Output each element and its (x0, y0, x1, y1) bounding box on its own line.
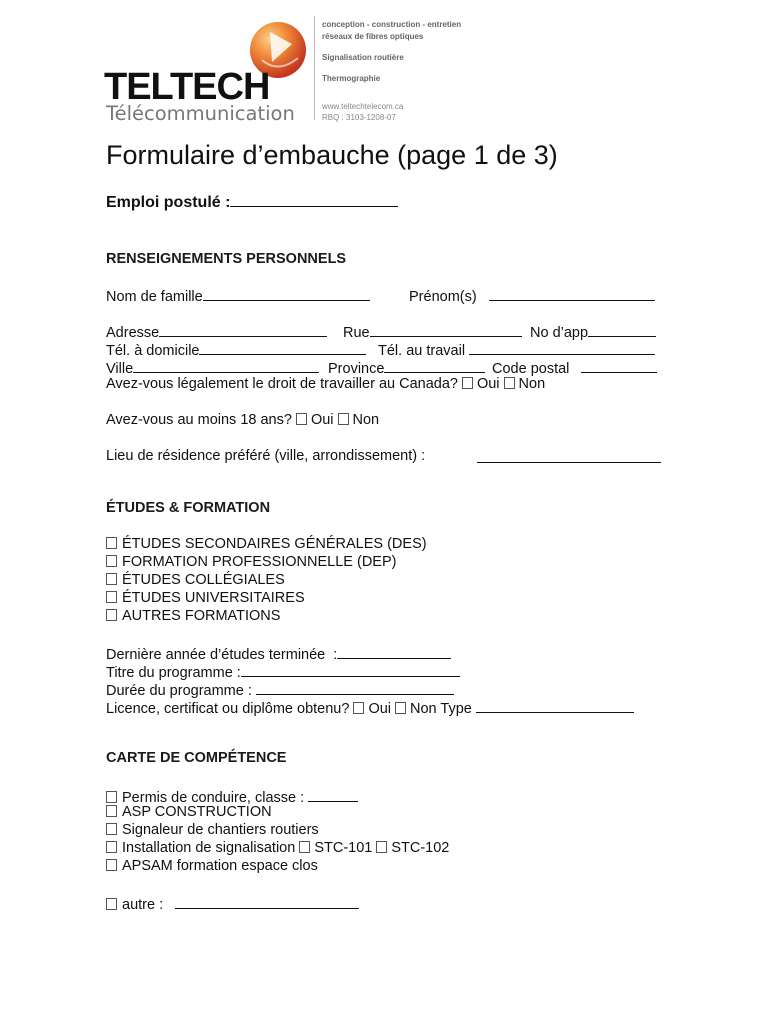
other-card-label: autre : (122, 897, 164, 913)
apt-field[interactable] (530, 322, 656, 341)
license-yes-checkbox[interactable] (353, 702, 364, 714)
province-label: Province (328, 361, 385, 377)
yes-label: Oui (368, 701, 392, 717)
study-option-label: ÉTUDES SECONDAIRES GÉNÉRALES (DES) (122, 536, 427, 552)
other-card-checkbox[interactable] (106, 898, 117, 910)
last-name-field[interactable] (106, 286, 370, 305)
apt-label: No d’app (530, 325, 589, 341)
stc101-label: STC-101 (314, 840, 373, 856)
program-title-label: Titre du programme : (106, 665, 241, 681)
study-option-label: AUTRES FORMATIONS (122, 608, 281, 624)
work-right-yes-checkbox[interactable] (462, 377, 473, 389)
header-info-line: conception - construction - entretien (322, 20, 462, 29)
yes-label: Oui (476, 376, 500, 392)
address-label: Adresse (106, 325, 160, 341)
age-question (106, 412, 379, 428)
province-field[interactable] (328, 358, 485, 377)
apsam-checkbox[interactable] (106, 859, 117, 871)
program-length-blank[interactable] (256, 680, 454, 695)
brand-name: TELTECH (104, 66, 270, 108)
home-phone-field[interactable] (106, 340, 366, 359)
license-class-blank[interactable] (308, 787, 358, 802)
signal-checkbox[interactable] (106, 823, 117, 835)
street-label: Rue (343, 325, 370, 341)
no-label: Non (352, 412, 380, 428)
last-year-field[interactable] (106, 644, 451, 663)
postal-blank[interactable] (581, 358, 657, 373)
card-option[interactable] (106, 840, 449, 856)
work-right-question (106, 376, 545, 392)
program-length-label: Durée du programme : (106, 683, 252, 699)
teltech-logo (100, 20, 300, 130)
asp-checkbox[interactable] (106, 805, 117, 817)
yes-label: Oui (310, 412, 334, 428)
program-length-field[interactable] (106, 680, 454, 699)
header-info-line: Thermographie (322, 74, 381, 83)
study-option[interactable] (106, 554, 396, 570)
stc102-checkbox[interactable] (376, 841, 387, 853)
work-right-label: Avez-vous légalement le droit de travailler au Canada? (106, 376, 458, 392)
study-option[interactable] (106, 572, 285, 588)
stc101-checkbox[interactable] (299, 841, 310, 853)
study-option[interactable] (106, 536, 427, 552)
card-option[interactable] (106, 822, 319, 838)
header-info-line: Signalisation routière (322, 53, 404, 62)
last-year-label: Dernière année d’études terminée : (106, 647, 338, 663)
first-name-blank[interactable] (489, 286, 655, 301)
work-phone-label: Tél. au travail (378, 343, 466, 359)
postal-field[interactable] (492, 358, 657, 377)
work-phone-field[interactable] (378, 340, 655, 359)
home-phone-blank[interactable] (199, 340, 366, 355)
license-class-label: Permis de conduire, classe : (122, 790, 305, 806)
header-info-line: réseaux de fibres optiques (322, 32, 424, 41)
job-applied-blank[interactable] (230, 192, 398, 207)
signal-label: Signaleur de chantiers routiers (122, 822, 319, 838)
no-label: Non (410, 701, 437, 717)
form-title: Formulaire d’embauche (page 1 de 3) (106, 140, 558, 170)
install-label: Installation de signalisation (122, 840, 296, 856)
header-website: www.teltechtelecom.ca (322, 102, 404, 111)
other-card-blank[interactable] (175, 894, 359, 909)
header-rbq: RBQ : 3103-1208-07 (322, 113, 396, 122)
section-personal-heading: RENSEIGNEMENTS PERSONNELS (106, 251, 347, 267)
address-blank[interactable] (159, 322, 327, 337)
no-label: Non (518, 376, 546, 392)
study-option[interactable] (106, 608, 280, 624)
study-des-checkbox[interactable] (106, 537, 117, 549)
study-college-checkbox[interactable] (106, 573, 117, 585)
first-name-field[interactable] (409, 286, 655, 305)
last-name-label: Nom de famille (106, 289, 203, 305)
program-title-field[interactable] (106, 662, 460, 681)
study-dep-checkbox[interactable] (106, 555, 117, 567)
residence-blank[interactable] (477, 448, 661, 463)
card-option[interactable] (106, 804, 272, 820)
study-option-label: ÉTUDES UNIVERSITAIRES (122, 590, 305, 606)
job-applied-label: Emploi postulé : (106, 194, 231, 211)
age-yes-checkbox[interactable] (296, 413, 307, 425)
section-cards-heading: CARTE DE COMPÉTENCE (106, 750, 287, 766)
license-no-checkbox[interactable] (395, 702, 406, 714)
other-card-field[interactable] (106, 894, 359, 913)
study-option-label: FORMATION PROFESSIONNELLE (DEP) (122, 554, 397, 570)
first-name-label: Prénom(s) (409, 289, 477, 305)
work-right-no-checkbox[interactable] (504, 377, 515, 389)
work-phone-blank[interactable] (469, 340, 655, 355)
last-name-blank[interactable] (203, 286, 370, 301)
brand-tagline: Télécommunication (106, 102, 295, 125)
study-other-checkbox[interactable] (106, 609, 117, 621)
header-divider (314, 16, 315, 120)
last-year-blank[interactable] (337, 644, 451, 659)
residence-field[interactable] (477, 448, 661, 467)
apt-blank[interactable] (588, 322, 656, 337)
province-blank[interactable] (384, 358, 485, 373)
street-field[interactable] (343, 322, 522, 341)
residence-label: Lieu de résidence préféré (ville, arrondissement) : (106, 448, 426, 464)
study-option-label: ÉTUDES COLLÉGIALES (122, 572, 285, 588)
street-blank[interactable] (370, 322, 522, 337)
study-university-checkbox[interactable] (106, 591, 117, 603)
job-applied-field[interactable] (106, 192, 398, 212)
type-label: Type (440, 701, 472, 717)
card-option[interactable] (106, 858, 318, 874)
stc102-label: STC-102 (391, 840, 450, 856)
license-class-checkbox[interactable] (106, 791, 117, 803)
study-option[interactable] (106, 590, 305, 606)
section-studies-heading: ÉTUDES & FORMATION (106, 500, 271, 516)
type-blank[interactable] (476, 698, 634, 713)
age-no-checkbox[interactable] (338, 413, 349, 425)
home-phone-label: Tél. à domicile (106, 343, 200, 359)
age-label: Avez-vous au moins 18 ans? (106, 412, 292, 428)
license-question (106, 698, 634, 717)
program-title-blank[interactable] (241, 662, 460, 677)
address-field[interactable] (106, 322, 327, 341)
license-label: Licence, certificat ou diplôme obtenu? (106, 701, 350, 717)
city-field[interactable] (106, 358, 319, 377)
apsam-label: APSAM formation espace clos (122, 858, 318, 874)
postal-label: Code postal (492, 361, 570, 377)
install-checkbox[interactable] (106, 841, 117, 853)
city-blank[interactable] (133, 358, 319, 373)
city-label: Ville (106, 361, 134, 377)
asp-label: ASP CONSTRUCTION (122, 804, 272, 820)
